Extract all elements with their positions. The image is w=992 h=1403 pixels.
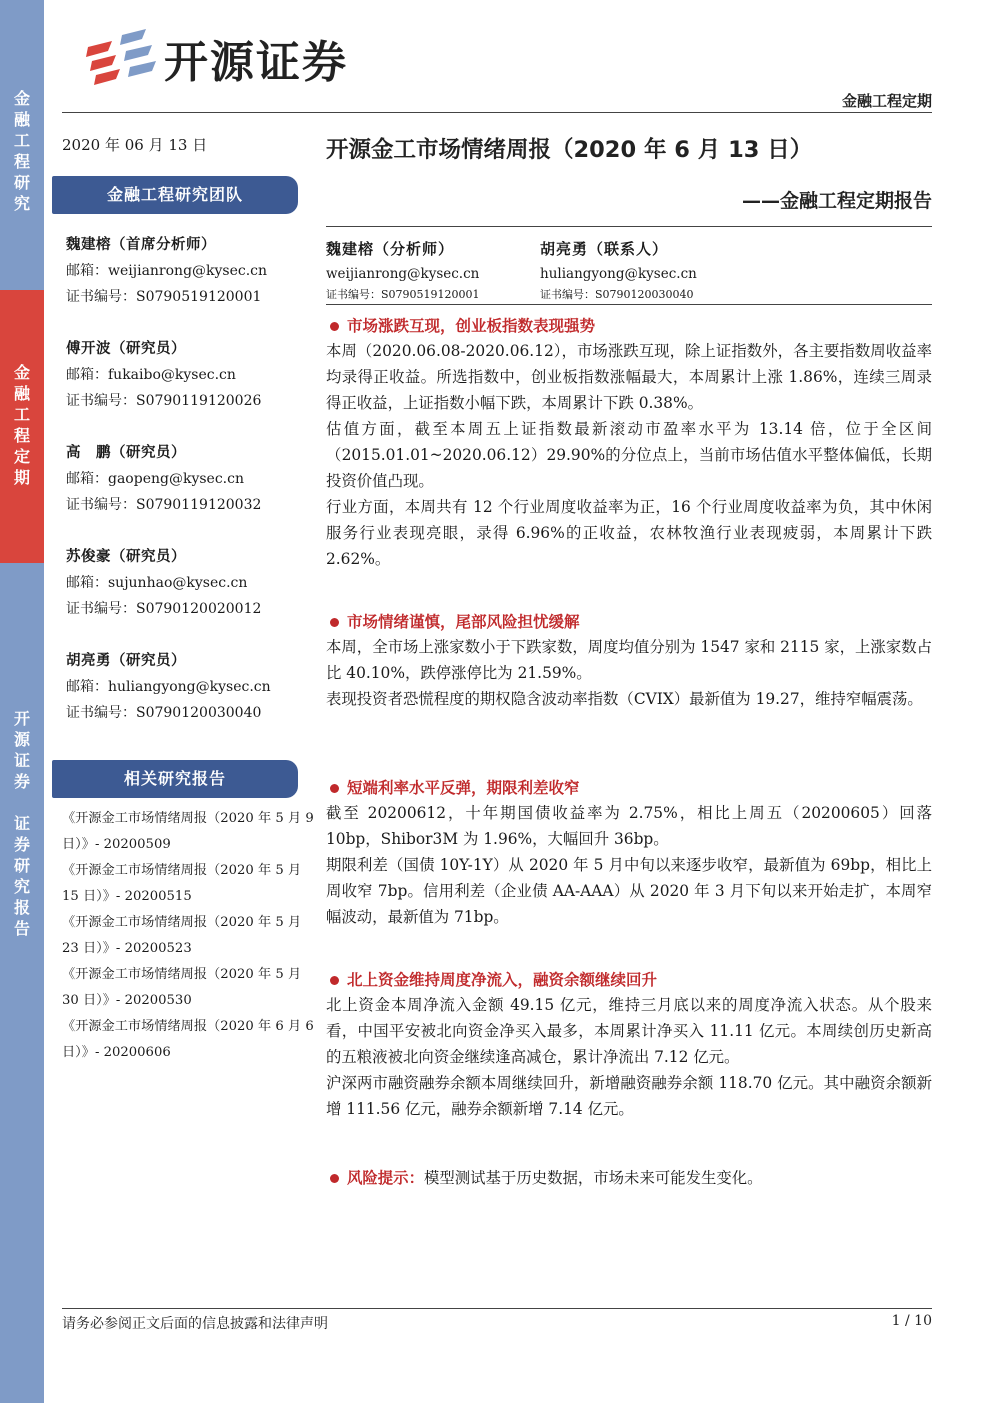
side-strip-top bbox=[0, 0, 44, 290]
strip-mid-label: 金 融 工 程 定 期 bbox=[13, 363, 30, 487]
related-report-link[interactable]: 《开源金工市场情绪周报（2020 年 5 月 23 日）》- 20200523 bbox=[62, 915, 302, 956]
analyst-card bbox=[66, 336, 261, 414]
related-report-link[interactable]: 《开源金工市场情绪周报（2020 年 5 月 15 日）》- 20200515 bbox=[62, 863, 302, 904]
analyst-email[interactable]: 邮箱：fukaibo@kysec.cn bbox=[66, 367, 236, 383]
footer-divider bbox=[62, 1308, 932, 1309]
brand-mark-icon bbox=[86, 27, 158, 89]
risk-warning bbox=[326, 1166, 932, 1190]
author-name: 魏建榕（分析师） bbox=[326, 240, 455, 258]
strip-bottom-label: 开 源 证 券 证 券 研 究 报 告 bbox=[13, 709, 30, 938]
section-heading: 短端利率水平反弹，期限利差收窄 bbox=[326, 776, 932, 800]
side-strip-mid bbox=[0, 290, 44, 563]
bullet-icon bbox=[330, 618, 339, 627]
analyst-email[interactable]: 邮箱：sujunhao@kysec.cn bbox=[66, 575, 248, 591]
header-divider bbox=[62, 112, 932, 113]
author-email[interactable]: weijianrong@kysec.cn bbox=[326, 266, 480, 282]
author-cert: 证书编号：S0790120030040 bbox=[540, 288, 694, 301]
analyst-cert: 证书编号：S0790120020012 bbox=[66, 601, 262, 617]
summary-section bbox=[326, 610, 932, 712]
analyst-cert: 证书编号：S0790119120026 bbox=[66, 393, 262, 409]
section-paragraph: 估值方面，截至本周五上证指数最新滚动市盈率水平为 13.14 倍，位于全区间（2015.01.01~2020.06.12）29.90%的分位点上，当前市场估值水平整体偏低，长期投资价值凸现。 bbox=[326, 420, 932, 490]
strip-top-label: 金 融 工 程 研 究 bbox=[13, 89, 30, 213]
analyst-name: 胡亮勇（研究员） bbox=[66, 653, 186, 669]
analyst-card bbox=[66, 648, 271, 726]
side-strip-bottom bbox=[0, 563, 44, 1403]
analyst-card bbox=[66, 440, 261, 518]
analyst-email[interactable]: 邮箱：weijianrong@kysec.cn bbox=[66, 263, 268, 279]
page-number: 1 / 10 bbox=[891, 1313, 932, 1329]
section-paragraph: 本周，全市场上涨家数小于下跌家数，周度均值分别为 1547 家和 2115 家，上涨家数占比 40.10%，跌停涨停比为 21.59%。 bbox=[326, 638, 932, 682]
brand-logo bbox=[86, 26, 348, 90]
author-name: 胡亮勇（联系人） bbox=[540, 240, 669, 258]
analyst-cert: 证书编号：S0790519120001 bbox=[66, 289, 262, 305]
team-banner: 金融工程研究团队 bbox=[52, 176, 298, 214]
brand-name: 开源证券 bbox=[164, 37, 348, 88]
summary-section bbox=[326, 314, 932, 572]
section-heading: 北上资金维持周度净流入，融资余额继续回升 bbox=[326, 968, 932, 992]
section-heading: 市场情绪谨慎，尾部风险担忧缓解 bbox=[326, 610, 932, 634]
report-date: 2020 年 06 月 13 日 bbox=[62, 136, 208, 154]
footer-disclaimer: 请务必参阅正文后面的信息披露和法律声明 bbox=[62, 1316, 328, 1332]
bullet-icon bbox=[330, 976, 339, 985]
summary-section bbox=[326, 776, 932, 930]
analyst-card bbox=[66, 232, 267, 310]
section-paragraph: 沪深两市融资融券余额本周继续回升，新增融资融券余额 118.70 亿元。其中融资余额新增 111.56 亿元，融券余额新增 7.14 亿元。 bbox=[326, 1074, 932, 1118]
section-paragraph: 本周（2020.06.08-2020.06.12），市场涨跌互现，除上证指数外，各主要指数周收益率均录得正收益。所选指数中，创业板指数涨幅最大，本周累计上涨 1.86%，连续三周录得正收益，上证指数小幅下跌，本周累计下跌 0.38%。 bbox=[326, 342, 932, 412]
analyst-name: 傅开波（研究员） bbox=[66, 341, 186, 357]
author-email[interactable]: huliangyong@kysec.cn bbox=[540, 266, 697, 282]
author-cert: 证书编号：S0790519120001 bbox=[326, 288, 480, 301]
analyst-name: 苏俊豪（研究员） bbox=[66, 549, 186, 565]
risk-label: 风险提示： bbox=[347, 1169, 424, 1187]
related-reports-list bbox=[62, 806, 318, 1066]
section-paragraph: 行业方面，本周共有 12 个行业周度收益率为正，16 个行业周度收益率为负，其中休闲服务行业表现亮眼，录得 6.96%的正收益，农林牧渔行业表现疲弱，本周累计下跌 2.62%。 bbox=[326, 498, 932, 568]
section-paragraph: 表现投资者恐慌程度的期权隐含波动率指数（CVIX）最新值为 19.27，维持窄幅震荡。 bbox=[326, 690, 923, 708]
related-report-link[interactable]: 《开源金工市场情绪周报（2020 年 5 月 30 日）》- 20200530 bbox=[62, 967, 302, 1008]
section-heading: 市场涨跌互现，创业板指数表现强势 bbox=[326, 314, 932, 338]
report-category: 金融工程定期 bbox=[841, 92, 932, 110]
summary-section bbox=[326, 968, 932, 1122]
analyst-email[interactable]: 邮箱：huliangyong@kysec.cn bbox=[66, 679, 271, 695]
related-report-link[interactable]: 《开源金工市场情绪周报（2020 年 6 月 6 日）》- 20200606 bbox=[62, 1019, 314, 1060]
title-divider bbox=[326, 226, 932, 227]
analyst-cert: 证书编号：S0790119120032 bbox=[66, 497, 262, 513]
report-subtitle: ——金融工程定期报告 bbox=[741, 190, 932, 212]
section-paragraph: 期限利差（国债 10Y-1Y）从 2020 年 5 月中旬以来逐步收窄，最新值为 69bp，相比上周收窄 7bp。信用利差（企业债 AA-AAA）从 2020 年 3 月下旬以来开始走扩，本周窄幅波动，最新值为 71bp。 bbox=[326, 856, 932, 926]
related-reports-banner: 相关研究报告 bbox=[52, 760, 298, 798]
related-report-link[interactable]: 《开源金工市场情绪周报（2020 年 5 月 9 日）》- 20200509 bbox=[62, 811, 314, 852]
analyst-card bbox=[66, 544, 261, 622]
risk-text: 模型测试基于历史数据，市场未来可能发生变化。 bbox=[423, 1169, 763, 1187]
analyst-cert: 证书编号：S0790120030040 bbox=[66, 705, 262, 721]
analyst-name: 高 鹏（研究员） bbox=[66, 445, 186, 461]
report-title: 开源金工市场情绪周报（2020 年 6 月 13 日） bbox=[326, 137, 813, 163]
analyst-email[interactable]: 邮箱：gaopeng@kysec.cn bbox=[66, 471, 244, 487]
section-paragraph: 截至 20200612，十年期国债收益率为 2.75%，相比上周五（20200605）回落 10bp，Shibor3M 为 1.96%，大幅回升 36bp。 bbox=[326, 804, 932, 848]
bullet-icon bbox=[330, 322, 339, 331]
section-paragraph: 北上资金本周净流入金额 49.15 亿元，维持三月底以来的周度净流入状态。从个股来看，中国平安被北向资金净买入最多，本周累计净买入 11.11 亿元。本周续创历史新高的五粮液被北向资金继续逢高减仓，累计净流出 7.12 亿元。 bbox=[326, 996, 932, 1066]
author-card bbox=[540, 236, 697, 304]
bullet-icon bbox=[330, 784, 339, 793]
author-divider bbox=[326, 304, 932, 305]
bullet-icon bbox=[330, 1174, 339, 1183]
analyst-name: 魏建榕（首席分析师） bbox=[66, 237, 216, 253]
author-card bbox=[326, 236, 480, 304]
